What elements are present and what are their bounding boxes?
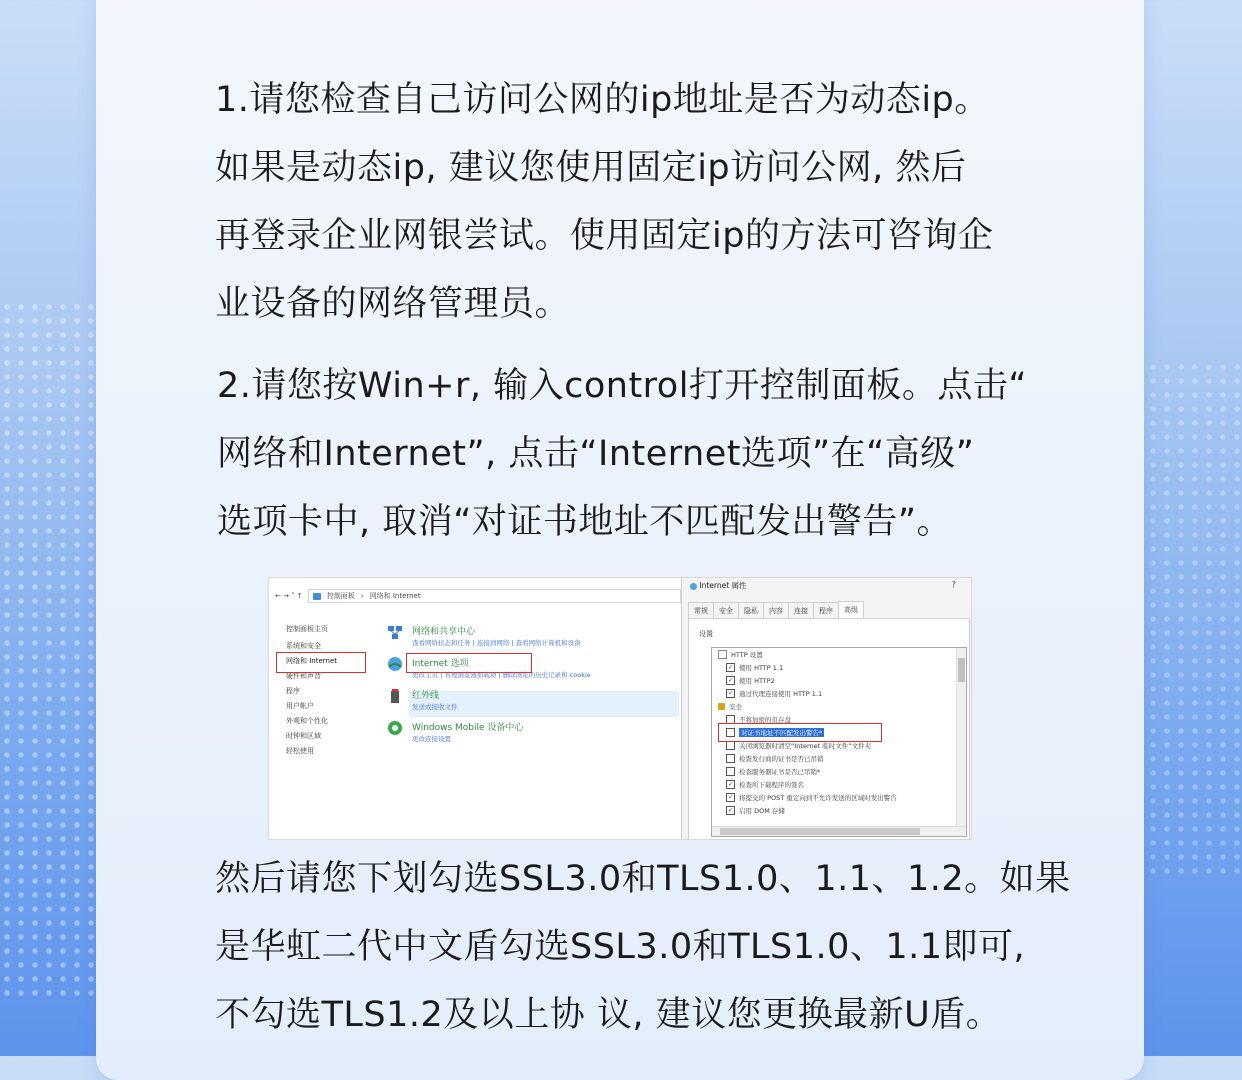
settings-item[interactable]: ✓ 将提交的 POST 重定向到不允许发送的区域时发出警告 bbox=[727, 794, 897, 802]
settings-item-cert-mismatch[interactable]: 对证书地址不匹配发出警告* bbox=[726, 728, 824, 737]
tab[interactable]: 程序 bbox=[813, 602, 839, 619]
dialog-title-text: Internet 属性 bbox=[699, 581, 747, 590]
settings-item[interactable]: ✓ 检查所下载程序的签名 bbox=[727, 781, 804, 789]
decorative-dots-right bbox=[1132, 360, 1242, 880]
text-line: 1.请您检查自己访问公网的ip地址是否为动态ip。 bbox=[215, 80, 990, 120]
breadcrumb-item[interactable]: 控制面板 bbox=[326, 592, 355, 600]
category-links[interactable]: 查看网络状态和任务 | 连接到网络 | 查看网络计算机和设备 bbox=[412, 639, 581, 647]
text-line: 然后请您下划勾选SSL3.0和TLS1.0、1.1、1.2。如果 bbox=[215, 859, 1071, 899]
tab-advanced[interactable]: 高级 bbox=[838, 601, 864, 618]
nav-arrows[interactable]: ← → ˅ ↑ bbox=[275, 592, 303, 600]
settings-item[interactable]: 不将加密的页存盘 bbox=[726, 715, 791, 724]
sidebar-item[interactable]: 系统和安全 bbox=[286, 642, 321, 650]
instruction-screenshot bbox=[268, 577, 972, 840]
settings-item[interactable]: ✓ 使用 HTTP2 bbox=[727, 677, 775, 685]
control-panel-window bbox=[269, 578, 679, 839]
sidebar-item[interactable]: 用户帐户 bbox=[286, 702, 314, 710]
settings-group: HTTP 设置 bbox=[718, 650, 763, 659]
sidebar-item[interactable]: 时钟和区域 bbox=[286, 732, 321, 740]
advanced-panel bbox=[688, 618, 970, 840]
tab[interactable]: 内容 bbox=[763, 602, 789, 619]
settings-label: 设置 bbox=[699, 630, 713, 638]
text-line: 如果是动态ip, 建议您使用固定ip访问公网, 然后 bbox=[215, 148, 967, 188]
help-button[interactable]: ? bbox=[951, 580, 956, 589]
settings-list bbox=[711, 647, 967, 837]
sidebar-item[interactable]: 硬件和声音 bbox=[286, 672, 321, 680]
text-line: 不勾选TLS1.2及以上协 议, 建议您更换最新U盾。 bbox=[215, 995, 1002, 1035]
globe-icon bbox=[690, 583, 697, 590]
checkbox[interactable] bbox=[726, 754, 735, 763]
paragraph-3 bbox=[215, 845, 1071, 1049]
checkbox-checked[interactable]: ✓ bbox=[727, 664, 734, 671]
category-windows-mobile[interactable] bbox=[412, 720, 523, 743]
vertical-scrollbar[interactable] bbox=[956, 648, 966, 826]
sidebar-item[interactable]: 外观和个性化 bbox=[286, 717, 328, 725]
internet-properties-dialog bbox=[681, 578, 972, 839]
text-line: 选项卡中, 取消“对证书地址不匹配发出警告”。 bbox=[217, 502, 953, 542]
category-links[interactable]: 发送或接收文件 bbox=[412, 703, 458, 711]
tab[interactable]: 安全 bbox=[713, 602, 739, 619]
category-network-center[interactable] bbox=[412, 624, 581, 647]
text-line: 2.请您按Win+r, 输入control打开控制面板。点击“ bbox=[217, 366, 1028, 406]
tab[interactable]: 隐私 bbox=[738, 602, 764, 619]
sidebar-item-network[interactable]: 网络和 Internet bbox=[286, 657, 338, 665]
infrared-icon bbox=[386, 687, 404, 705]
sidebar-item[interactable]: 轻松使用 bbox=[286, 747, 314, 755]
category-links[interactable]: 更改主页 | 管理浏览器加载项 | 删除浏览的历史记录和 cookie bbox=[412, 671, 591, 679]
address-bar bbox=[275, 589, 681, 603]
settings-item[interactable]: 检查服务器证书是否已吊销* bbox=[726, 767, 820, 776]
dialog-title bbox=[690, 580, 747, 591]
category-title[interactable]: Windows Mobile 设备中心 bbox=[412, 723, 524, 733]
settings-group: 安全 bbox=[718, 702, 742, 711]
category-infrared[interactable] bbox=[412, 688, 458, 711]
sidebar-item[interactable]: 控制面板主页 bbox=[286, 625, 328, 633]
text-line: 业设备的网络管理员。 bbox=[215, 284, 571, 324]
category-title[interactable]: 红外线 bbox=[412, 691, 440, 701]
paragraph-1 bbox=[215, 66, 1035, 338]
highlight-box-internet-options bbox=[406, 653, 532, 673]
decorative-dots-left bbox=[0, 300, 110, 1000]
text-line: 再登录企业网银尝试。使用固定ip的方法可咨询企 bbox=[215, 216, 994, 256]
tab[interactable]: 常规 bbox=[688, 602, 714, 619]
checkbox-checked[interactable]: ✓ bbox=[727, 677, 734, 684]
settings-item[interactable]: 关闭浏览器时清空“Internet 临时文件”文件夹 bbox=[726, 741, 871, 750]
checkbox-checked[interactable]: ✓ bbox=[727, 690, 734, 697]
chevron-right-icon: › bbox=[360, 592, 364, 600]
settings-item[interactable]: ✓ 启用 DOM 存储 bbox=[727, 807, 785, 815]
horizontal-scrollbar[interactable] bbox=[712, 826, 966, 836]
settings-item[interactable]: 检查发行商的证书是否已吊销 bbox=[726, 754, 824, 763]
sidebar bbox=[286, 622, 337, 759]
tab[interactable]: 连接 bbox=[788, 602, 814, 619]
checkbox[interactable] bbox=[726, 741, 735, 750]
network-icon bbox=[386, 623, 404, 641]
highlight-box-sidebar bbox=[276, 652, 366, 673]
checkbox-checked[interactable]: ✓ bbox=[727, 807, 734, 814]
text-line: 网络和Internet”, 点击“Internet选项”在“高级” bbox=[217, 434, 975, 474]
settings-item[interactable]: ✓ 通过代理连接使用 HTTP 1.1 bbox=[727, 690, 823, 698]
category-links[interactable]: 更改连接设置 bbox=[412, 735, 451, 743]
page-icon bbox=[718, 650, 727, 659]
checkbox[interactable] bbox=[726, 767, 735, 776]
category-title[interactable]: 网络和共享中心 bbox=[412, 627, 476, 637]
scrollbar-thumb[interactable] bbox=[958, 658, 965, 682]
paragraph-2 bbox=[217, 352, 1037, 556]
sync-icon bbox=[386, 719, 404, 737]
breadcrumb[interactable] bbox=[308, 589, 681, 603]
checkbox-checked[interactable]: ✓ bbox=[727, 794, 734, 801]
breadcrumb-item[interactable]: 网络和 Internet bbox=[369, 592, 421, 600]
checkbox-checked[interactable]: ✓ bbox=[727, 781, 734, 788]
folder-icon bbox=[313, 593, 321, 600]
sidebar-item[interactable]: 程序 bbox=[286, 687, 300, 695]
category-title[interactable]: Internet 选项 bbox=[412, 659, 469, 669]
highlight-box-cert-mismatch bbox=[718, 723, 882, 742]
scrollbar-thumb[interactable] bbox=[720, 828, 920, 835]
globe-icon bbox=[386, 655, 404, 673]
text-line: 是华虹二代中文盾勾选SSL3.0和TLS1.0、1.1即可, bbox=[215, 927, 1026, 967]
dialog-tabs bbox=[688, 602, 863, 619]
settings-item[interactable]: ✓ 使用 HTTP 1.1 bbox=[727, 664, 784, 672]
lock-icon bbox=[718, 703, 725, 710]
